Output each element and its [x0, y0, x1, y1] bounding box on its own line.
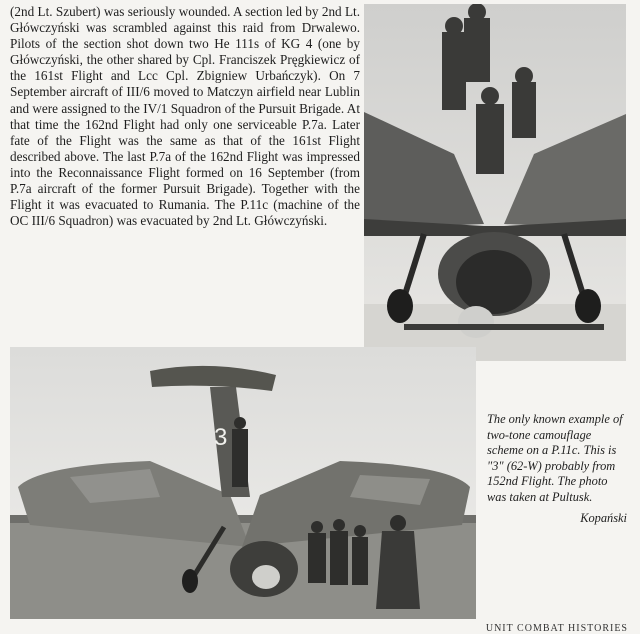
- running-footer: UNIT COMBAT HISTORIES: [485, 623, 628, 634]
- photo-top-image: [364, 4, 626, 361]
- photo-bottom-image: [10, 347, 476, 619]
- body-text-column: [10, 4, 360, 229]
- photo-credit: Kopański: [580, 511, 627, 525]
- photo-caption: [487, 412, 627, 527]
- photo-soldiers-on-aircraft: [364, 4, 626, 361]
- caption-text: The only known example of two-tone camouflage scheme on a P.11c. This is "3" (62-W) probably from 152nd Flight. The photo was taken at Pultusk.: [487, 412, 623, 504]
- aircraft-number-marking: 3: [214, 424, 228, 451]
- photo-camouflaged-p11c: [10, 347, 476, 619]
- body-paragraph: (2nd Lt. Szubert) was seriously wounded. A section led by 2nd Lt. Główczyński was scrambled against this raid from Drwalewo. Pilots of the section shot down two He 111s of KG 4 (one by Główczyński, the other shared by Cpl. Franciszek Pręgkiewicz of the 161st Flight and Lcc Cpl. Zbigniew Urbańczyk). On 7 September aircraft of III/6 moved to Matczyn airfield near Lublin and were assigned to the IV/1 Squadron of the Pursuit Brigade. At that time the 162nd Flight had only one serviceable P.7a. Later fate of the Flight was the same as that of the 161st Flight described above. The last P.7a of the 162nd Flight was impressed into the Reconnaissance Flight formed on 16 September (from P.7a aircraft of the former Pursuit Brigade). Together with the Flight it was evacuated to Rumania. The P.11c (machine of the OC III/6 Squadron) was evacuated by 2nd Lt. Główczyński.: [10, 4, 360, 229]
